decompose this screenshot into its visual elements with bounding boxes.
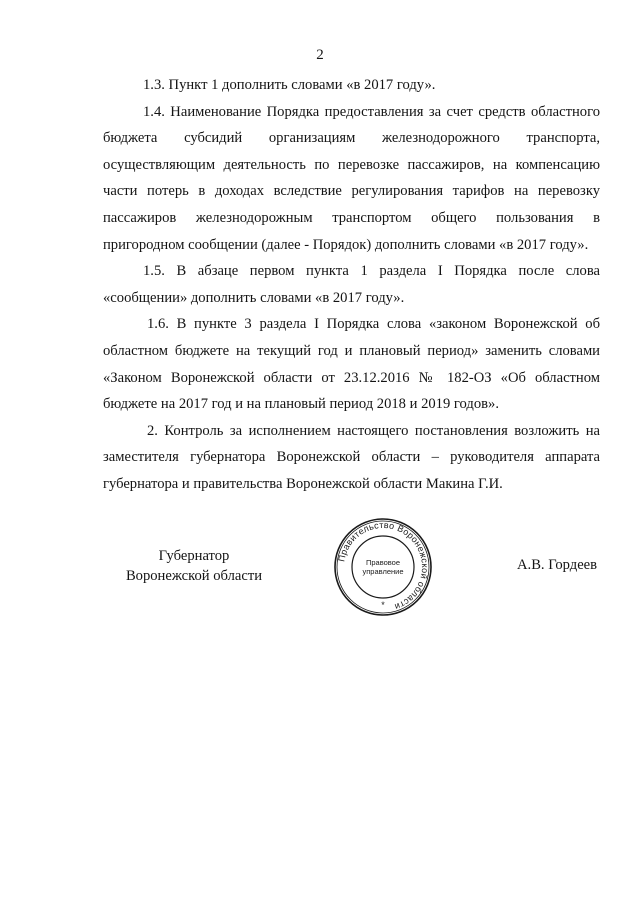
paragraph-1-3: 1.3. Пункт 1 дополнить словами «в 2017 году». xyxy=(143,77,436,93)
svg-text:Правовое: Правовое xyxy=(365,558,401,567)
signatory-position-line1: Губернатор xyxy=(158,548,230,564)
signatory-position xyxy=(108,546,280,586)
official-stamp xyxy=(332,516,434,618)
signatory-name: А.В. Гордеев xyxy=(517,557,598,573)
page-number: 2 xyxy=(316,47,324,63)
svg-text:*: * xyxy=(381,600,385,610)
stamp-seal-icon xyxy=(332,516,434,618)
paragraph-1-5: 1.5. В абзаце первом пункта 1 раздела I Порядка после слова «сообщении» дополнить словами «в 2017 году». xyxy=(103,263,600,306)
paragraph-1-4: 1.4. Наименование Порядка предоставления за счет средств областного бюджета субсидий организациям железнодорожного транспорта, осуществляющим деятельность по перевозке пассажиров, на компенсацию части потерь в доходах вследствие регулирования тарифов на перевозку пассажиров железнодорожным транспортом общего пользования в пригородном сообщении (далее - Порядок) дополнить словами «в 2017 году». xyxy=(103,103,600,253)
document-body xyxy=(103,72,600,498)
signatory-position-line2: Воронежской области xyxy=(125,568,263,584)
paragraph-2: 2. Контроль за исполнением настоящего постановления возложить на заместителя губернатора Воронежской области – руководителя аппарата губернатора и правительства Воронежской области Макина Г.И. xyxy=(103,422,600,492)
svg-text:управление: управление xyxy=(362,567,404,576)
paragraph-1-6: 1.6. В пункте 3 раздела I Порядка слова «законом Воронежской об областном бюджете на текущий год и плановый период» заменить словами «Законом Воронежской области от 23.12.2016 № 182-ОЗ «Об областном бюджете на 2017 год и на плановый период 2018 и 2019 годов». xyxy=(103,316,600,413)
svg-text:Правительство Воронежской обла: Правительство Воронежской области xyxy=(336,519,431,613)
